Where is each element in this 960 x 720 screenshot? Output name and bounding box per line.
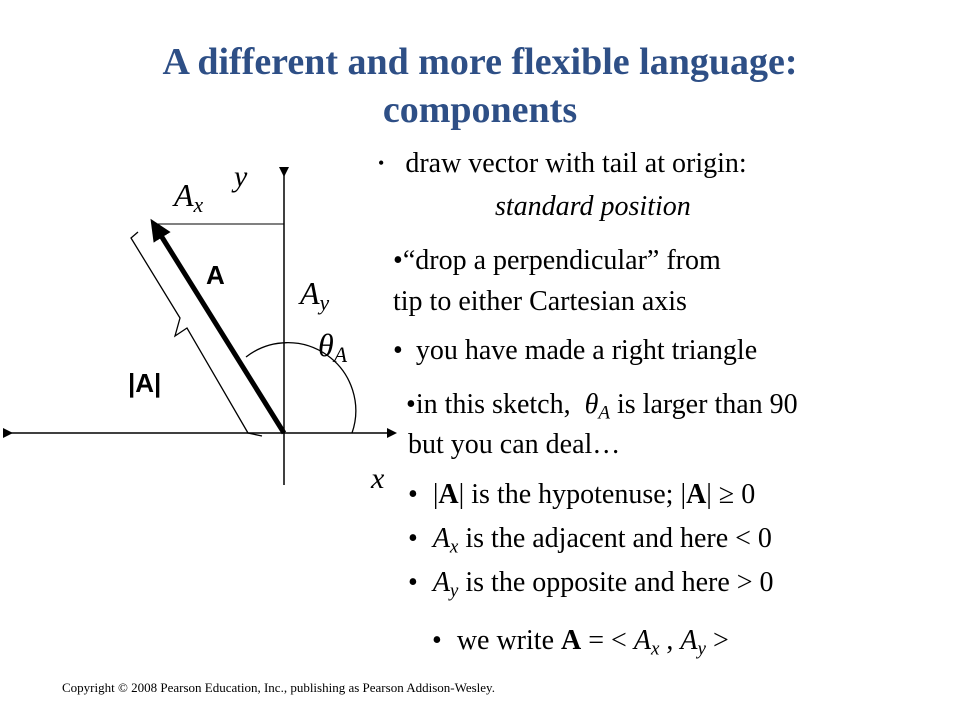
bullet-6-post: is the adjacent and here < 0 bbox=[458, 523, 772, 554]
bullet-1-line-1: draw vector with tail at origin: bbox=[405, 148, 747, 179]
bullet-dot-7: • bbox=[408, 567, 418, 598]
Ay-label-base: A bbox=[300, 275, 320, 311]
theta-sub: A bbox=[333, 343, 348, 368]
title-line-1: A different and more flexible language: bbox=[162, 41, 798, 83]
bullet-8-A: A bbox=[561, 625, 582, 656]
x-axis-label: x bbox=[371, 462, 385, 495]
bullet-dot-5: • bbox=[408, 479, 418, 510]
copyright-notice: Copyright © 2008 Pearson Education, Inc., publishing as Pearson Addison-Wesley. bbox=[62, 680, 495, 695]
Ax-label bbox=[174, 177, 204, 218]
theta-symbol: θ bbox=[318, 327, 334, 363]
bullet-5-mid: | is the hypotenuse; | bbox=[458, 479, 687, 510]
Ax-label-base: A bbox=[174, 177, 194, 213]
bullet-5 bbox=[408, 478, 755, 512]
bullet-dot-3: • bbox=[393, 335, 403, 366]
magnitude-label: |A| bbox=[128, 368, 162, 398]
bullet-5-A2: A bbox=[686, 479, 707, 510]
bullet-8-comma: , bbox=[659, 625, 681, 656]
vector-A-label: A bbox=[206, 260, 225, 290]
bullet-7 bbox=[408, 566, 774, 600]
theta-label bbox=[318, 327, 348, 368]
bullet-8-Ay: A bbox=[680, 625, 698, 656]
bullet-1-line-2: standard position bbox=[495, 191, 691, 222]
bullet-8-end: > bbox=[705, 625, 729, 656]
bullet-6-A: A bbox=[432, 523, 450, 554]
bullet-3 bbox=[393, 334, 757, 368]
bullet-8-pre: we write bbox=[456, 625, 561, 656]
bullet-2-line-2: tip to either Cartesian axis bbox=[393, 286, 687, 317]
bullet-6 bbox=[408, 522, 772, 556]
bullet-8 bbox=[432, 624, 729, 658]
slide-title bbox=[0, 38, 960, 134]
bullet-dot-2: • bbox=[393, 245, 403, 276]
Ax-label-sub: x bbox=[193, 193, 204, 218]
bullet-8-Ax-sub: x bbox=[650, 638, 660, 660]
bullet-dot-1: • bbox=[378, 153, 385, 173]
bullet-8-Ax: A bbox=[633, 625, 651, 656]
vector-diagram bbox=[0, 150, 420, 500]
bullet-2-line-1: “drop a perpendicular” from bbox=[402, 245, 721, 276]
bullet-dot-6: • bbox=[408, 523, 418, 554]
bullet-1 bbox=[378, 146, 747, 181]
magnitude-brace bbox=[131, 232, 262, 436]
bullet-dot-8: • bbox=[432, 625, 442, 656]
bullet-4-theta: θ bbox=[584, 389, 599, 420]
bullet-dot-4: • bbox=[406, 389, 416, 420]
bullet-7-sub: y bbox=[449, 580, 459, 602]
diagram-svg bbox=[0, 150, 420, 500]
Ay-label bbox=[300, 275, 330, 316]
bullet-5-A: A bbox=[438, 479, 459, 510]
bullet-2 bbox=[393, 244, 721, 278]
bullet-6-sub: x bbox=[449, 536, 459, 558]
bullet-7-post: is the opposite and here > 0 bbox=[458, 567, 774, 598]
title-line-2: components bbox=[382, 89, 578, 131]
bullet-5-pre: | bbox=[432, 479, 439, 510]
bullet-4-line-2: but you can deal… bbox=[408, 429, 621, 460]
bullet-4-sub: A bbox=[598, 402, 610, 424]
bullet-4-post: is larger than 90 bbox=[609, 389, 798, 420]
Ay-label-sub: y bbox=[319, 291, 330, 316]
bullet-8-eq: = < bbox=[581, 625, 634, 656]
bullet-3-text: you have made a right triangle bbox=[415, 335, 758, 366]
bullet-4 bbox=[406, 388, 798, 422]
bullet-7-A: A bbox=[432, 567, 450, 598]
bullet-8-Ay-sub: y bbox=[697, 638, 706, 660]
bullet-4-pre: in this sketch, bbox=[415, 389, 585, 420]
bullet-5-post: | ≥ 0 bbox=[706, 479, 756, 510]
y-axis-label: y bbox=[234, 160, 248, 193]
